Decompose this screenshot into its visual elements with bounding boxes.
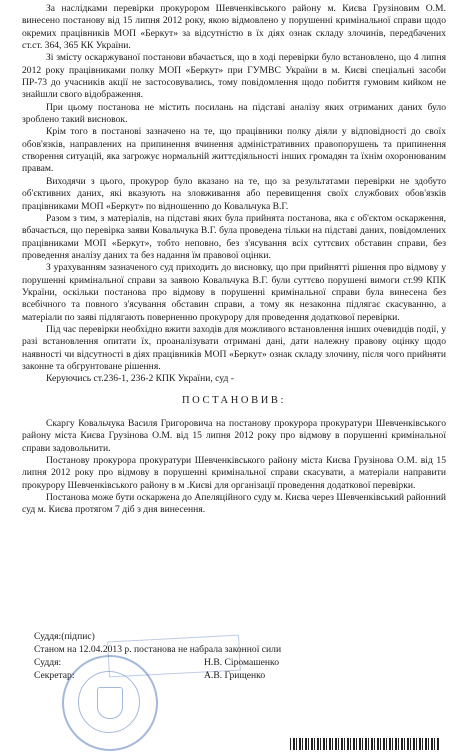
paragraph-1: За наслідками перевірки прокурором Шевченківського району м. Києва Грузіновим О.М. винесено постанову від 15 липня 2012 року, якою відмовлено у порушенні кримінальної справи щодо окремих працівників МОП «Беркут» за відсутністю в їх діях ознак складу злочинів, передбачених ст.ст. 364, 365 КК України. <box>22 3 446 52</box>
judge-name: Н.В. Сіромашенко <box>204 657 280 668</box>
judge-signed-line: Суддя:(підпис) <box>34 631 95 642</box>
paragraph-5: Виходячи з цього, прокурор було вказано на те, що за результатами перевірки не здобуто об'єктивних даних, які вказують на зловживання або перевищення своїх службових обов'язків працівниками МОП «Беркут» по відношенню до Ковальчука В.Г. <box>22 175 446 212</box>
paragraph-4: Крім того в постанові зазначено на те, що працівники полку діяли у відповідності до своїх обов'язків, направлених на припинення вчинення адміністративних правопорушень та припинення створення ситуацій, яка загрожує нормальній життєдіяльності інших громадян та їхнім охоронюваним правам. <box>22 126 446 175</box>
paragraph-3: При цьому постанова не містить посилань на підставі аналізу яких отриманих даних було зроблено такий висновок. <box>22 101 446 126</box>
secretary-label: Секретар: <box>34 670 75 681</box>
status-line: Станом на 12.04.2013 р. постанова не набрала законної сили <box>34 644 282 655</box>
paragraph-8: Під час перевірки необхідно вжити заходів для можливого встановлення інших очевидців події, у разі встановлення опитати їх, проаналізувати отримані дані, дати належну правову оцінку щодо наявності чи відсутності в діях працівників МОП «Беркут» ознак складу злочину, після чого прийняти законне та обгрунтоване рішення. <box>22 323 446 372</box>
resolution-heading: ПОСТАНОВИВ: <box>181 394 287 406</box>
paragraph-9: Керуючись ст.236-1, 236-2 КПК України, суд - <box>46 373 234 385</box>
secretary-name: А.В. Грищенко <box>204 670 266 681</box>
judge-label: Суддя: <box>34 657 62 668</box>
paragraph-7: З урахуванням зазначеного суд приходить до висновку, що при прийнятті рішення про відмову у порушенні кримінальної справи за заявою Ковальчука В.Г. були суттєво порушені вимоги ст.99 КПК України, оскільки постанова про відмову в порушенні кримінальної справи була винесена без всебічного та повного з'ясування обставин справи, а тому як незаконна підлягає скасуванню, а матеріали по заяві підлягають поверненню прокурору для проведення додаткової перевірки. <box>22 262 446 323</box>
resolution-2: Постанову прокурора прокуратури Шевченківського району міста Києва Грузінова О.М. від 15 липня 2012 року про відмову в порушенні кримінальної справи скасувати, а матеріали направити прокурору Шевченківського району в м .Києві для організації проведення додаткової перевірки. <box>22 455 446 491</box>
resolution-3: Постанова може бути оскаржена до Апеляційного суду м. Києва через Шевченківський районний суд м. Києва протягом 7 діб з дня винесення. <box>22 492 446 516</box>
document-page <box>22 3 446 517</box>
paragraph-2: Зі змісту оскаржуваної постанови вбачається, що в ході перевірки було встановлено, що 4 липня 2012 року працівниками полку МОП «Беркут» при ГУМВС України в м. Києві спеціальні засоби ПР-73 до учасників акції не застосовувались, тому повідомлення щодо побиття гумовим кийком не знайшли свого відображення. <box>22 52 446 101</box>
paragraph-6: Разом з тим, з матеріалів, на підставі яких була прийнята постанова, яка є об'єктом оскарження, вбачається, що перевірка заяви Ковальчука В.Г. була проведена тільки на підставі даних, повідомлених працівниками МОП «Беркут», тобто неповно, без з'ясування всіх суттєвих обставин справи, без проведення аналізу даних та без надання їм правової оцінки. <box>22 212 446 261</box>
barcode-icon <box>290 738 440 750</box>
signature-block <box>34 630 434 682</box>
resolution-1: Скаргу Ковальчука Василя Григоровича на постанову прокурора прокуратури Шевченківського району міста Києва Грузінова О.М. від 15 липня 2012 року про відмову в порушенні кримінальної справи задовольнити. <box>22 418 446 454</box>
